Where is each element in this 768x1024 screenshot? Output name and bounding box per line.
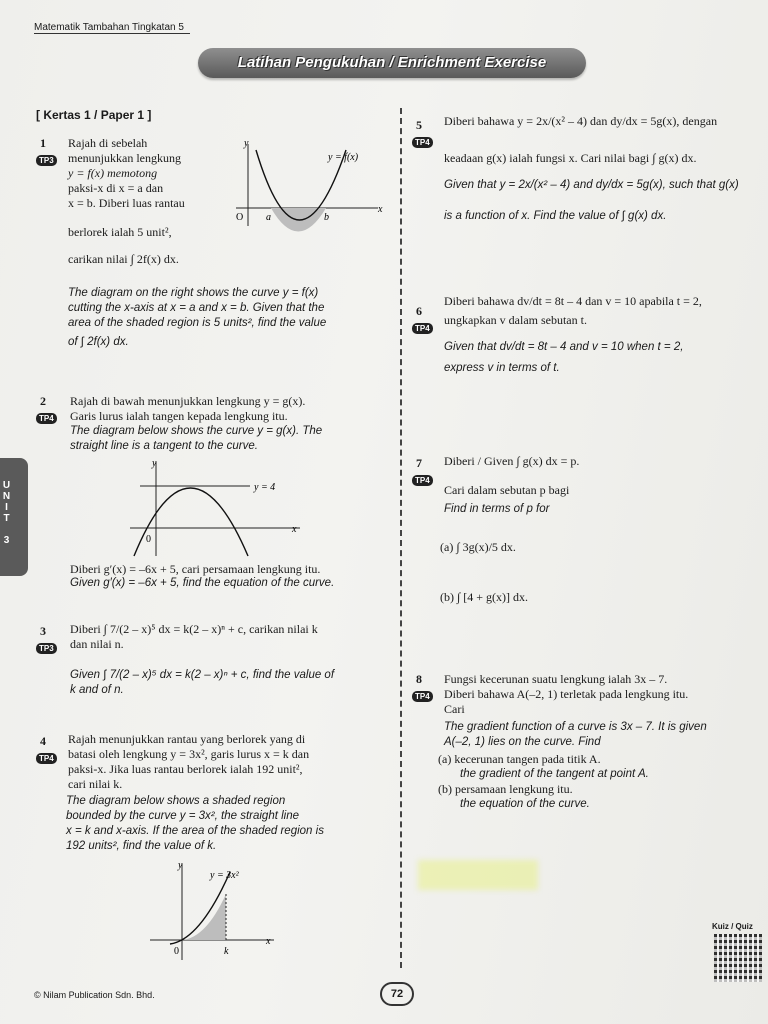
question-6-english: Given that dv/dt = 8t – 4 and v = 10 when t = 2, express v in terms of t. [444, 341, 684, 374]
question-2-english: The diagram below shows the curve y = g(x). The straight line is a tangent to the curve. [70, 425, 323, 452]
question-3-number: 3 [40, 624, 46, 638]
question-1-malay: Rajah di sebelah menunjukkan lengkung y = f(x) memotong paksi-x di x = a dan x = b. Diberi luas rantau berlorek ialah 5 unit², carikan nilai ∫ 2f(x) dx. [68, 136, 185, 266]
publisher-credit: © Nilam Publication Sdn. Bhd. [34, 990, 155, 1000]
section-banner [198, 48, 586, 78]
question-7-tp-badge: TP4 [412, 470, 433, 488]
page-number: 72 [380, 982, 414, 1006]
question-4-graph [140, 858, 280, 968]
question-4-number: 4 [40, 734, 46, 748]
question-5-malay: Diberi bahawa y = 2x/(x² – 4) dan dy/dx = 5g(x), dengan keadaan g(x) ialah fungsi x. Cari nilai bagi ∫ g(x) dx. [444, 114, 718, 165]
q1-curve-label: y = f(x) [328, 152, 359, 163]
q1-origin-label: O [236, 212, 244, 223]
question-1-english: The diagram on the right shows the curve y = f(x) cutting the x-axis at x = a and x = b. Given that the area of the shaded region is 5 units², find the value of ∫ 2f(x) dx. [68, 287, 327, 348]
q2-line-label: y = 4 [254, 482, 276, 493]
question-3-malay: Diberi ∫ 7/(2 – x)⁵ dx = k(2 – x)ⁿ + c, carikan nilai k dan nilai n. [70, 622, 318, 651]
question-5-tp-badge: TP4 [412, 132, 433, 150]
q4-y-label: y [178, 860, 183, 871]
question-8-tp-badge: TP4 [412, 686, 433, 704]
question-7-part-a: (a) ∫ 3g(x)/5 dx. [440, 540, 516, 554]
q2-y-label: y [152, 458, 157, 469]
q2-origin-label: 0 [146, 534, 151, 545]
question-3-english: Given ∫ 7/(2 – x)⁵ dx = k(2 – x)ⁿ + c, find the value of k and of n. [70, 669, 335, 696]
question-4-tp-badge: TP4 [36, 748, 57, 766]
question-2-number: 2 [40, 394, 46, 408]
question-5-number: 5 [416, 118, 422, 132]
column-divider [400, 108, 402, 968]
banner-title: Latihan Pengukuhan / Enrichment Exercise [237, 54, 547, 71]
q1-b-label: b [324, 212, 329, 223]
question-8-number: 8 [416, 672, 422, 686]
qr-code-icon[interactable] [714, 934, 762, 982]
q4-k-label: k [224, 946, 229, 957]
highlighter-mark [418, 860, 538, 890]
q1-y-label: y [244, 140, 249, 149]
question-2-malay: Rajah di bawah menunjukkan lengkung y = g(x). Garis lurus ialah tangen kepada lengkung itu. [70, 394, 306, 423]
question-3-tp-badge: TP3 [36, 638, 57, 656]
question-2-tp-badge: TP4 [36, 408, 57, 426]
q1-x-label: x [378, 204, 383, 215]
quiz-label: Kuiz / Quiz [712, 922, 753, 931]
unit-tab-label: UNIT 3 [1, 480, 12, 546]
question-2-malay-task: Diberi g′(x) = –6x + 5, cari persamaan lengkung itu. [70, 562, 321, 576]
question-7-part-b: (b) ∫ [4 + g(x)] dx. [440, 590, 529, 604]
question-6-malay: Diberi bahawa dv/dt = 8t – 4 dan v = 10 apabila t = 2, ungkapkan v dalam sebutan t. [444, 294, 702, 327]
q1-a-label: a [266, 212, 271, 223]
q4-curve-label: y = 3x² [210, 870, 239, 881]
question-2-graph [120, 456, 310, 562]
q2-x-label: x [292, 524, 297, 535]
question-6-number: 6 [416, 304, 422, 318]
question-6-tp-badge: TP4 [412, 318, 433, 336]
question-1-number: 1 [40, 136, 46, 150]
q4-origin-label: 0 [174, 946, 179, 957]
question-8-malay: Fungsi kecerunan suatu lengkung ialah 3x – 7. Diberi bahawa A(–2, 1) terletak pada lengkung itu. Cari [444, 672, 689, 716]
question-8-parts: (a) kecerunan tangen pada titik A. the gradient of the tangent at point A. (b) persamaan lengkung itu. the equation of the curve. [438, 752, 649, 810]
question-7-english: Find in terms of p for [444, 503, 550, 515]
question-1-graph [228, 140, 388, 240]
question-7-number: 7 [416, 456, 422, 470]
question-4-malay: Rajah menunjukkan rantau yang berlorek yang di batasi oleh lengkung y = 3x², garis lurus x = k dan paksi-x. Jika luas rantau berlorek ialah 192 unit², cari nilai k. [68, 732, 310, 791]
unit-side-tab [0, 458, 28, 576]
question-8-english: The gradient function of a curve is 3x – 7. It is given A(–2, 1) lies on the curve. Find [444, 721, 707, 748]
question-5-english: Given that y = 2x/(x² – 4) and dy/dx = 5g(x), such that g(x) is a function of x. Find the value of ∫ g(x) dx. [444, 179, 739, 222]
paper-label: [ Kertas 1 / Paper 1 ] [36, 108, 152, 122]
question-4-english: The diagram below shows a shaded region bounded by the curve y = 3x², the straight line x = k and x-axis. If the area of the shaded region is 192 units², find the value of k. [66, 795, 324, 852]
running-title: Matematik Tambahan Tingkatan 5 [34, 22, 190, 34]
question-1-tp-badge: TP3 [36, 150, 57, 168]
q4-x-label: x [266, 936, 271, 947]
question-2-english-task: Given g′(x) = –6x + 5, find the equation of the curve. [70, 577, 335, 589]
question-7-malay: Diberi / Given ∫ g(x) dx = p. Cari dalam sebutan p bagi [444, 454, 580, 497]
